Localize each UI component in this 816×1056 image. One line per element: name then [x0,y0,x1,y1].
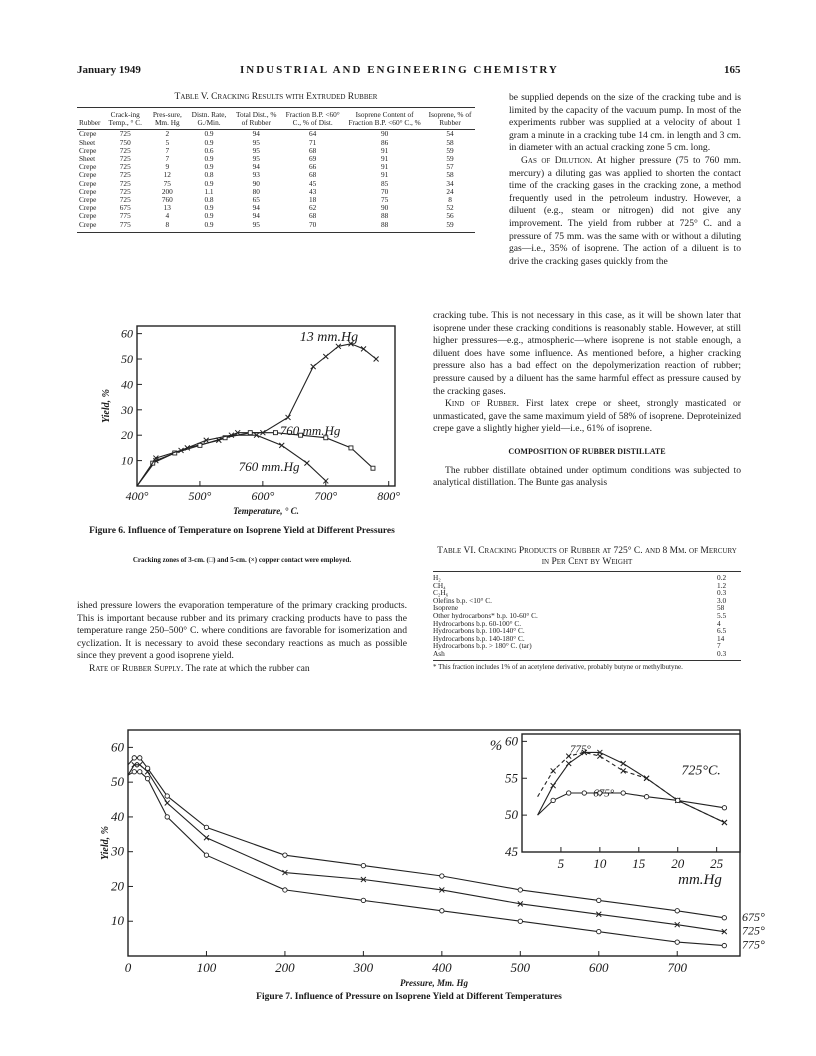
y-tick-label: 60 [111,739,124,755]
data-point [644,794,648,798]
table-cell: 58 [446,170,454,180]
table-cell: 750 [119,137,131,147]
table-cell: 90 [380,129,389,139]
table-v-title: Table V. Cracking Results with Extruded Rubber [174,92,378,102]
table-cell: 59 [446,154,454,164]
data-point [722,943,726,947]
data-point [361,346,366,351]
x-tick-label: 700° [314,489,338,503]
table-cell: 71 [309,137,317,147]
x-axis-label: Pressure, Mm. Hg [399,978,469,988]
data-point [204,835,209,840]
table-cell: 0.8 [204,170,214,180]
page-number: 165 [724,64,741,76]
table-row [433,650,741,658]
table-row [433,642,741,650]
table-v-grid [77,111,475,229]
table-v-column-header: Distn. Rate, G./Min. [187,111,232,130]
section-heading-gas: Gas of Dilution. [521,154,593,166]
series-label: 725°C. [681,763,721,779]
table-cell: Ash [433,648,445,658]
table-cell: 0.9 [204,219,214,229]
y-tick-label: 40 [121,377,133,392]
table-cell: 52 [446,203,454,213]
paragraph: ished pressure lowers the evaporation temperature of the primary cracking products. This is important because rubber and its primary cracking products have to pass the temperature range 250–500° C. where conditions are favorable for isomerization and cyclization. It is necessary to avoid these secondary reactions as much as possible since they prevent a good isoprene yield. [77,600,407,662]
table-cell: 760 [161,195,173,205]
x-tick-label: 500 [510,960,531,975]
table-cell: 0.2 [717,573,727,582]
data-point [440,874,444,878]
table-cell: 8 [165,219,170,229]
table-row [77,155,475,163]
table-cell: 86 [380,137,389,147]
table-cell: 58 [446,137,454,147]
table-cell: Olefins b.p. <10° C. [433,595,492,605]
table-cell: 68 [309,145,317,155]
table-cell: 68 [309,170,317,180]
y-tick-label: 55 [505,770,518,786]
data-point [279,443,284,448]
table-cell: 725 [119,178,131,188]
data-point [145,776,149,780]
table-cell: 94 [252,211,260,221]
table-cell: Crepe [79,129,97,139]
table-cell: 2 [165,129,170,139]
x-tick-label: 20 [671,856,685,871]
table-cell: 91 [380,145,389,155]
figure-6-caption: Figure 6. Influence of Temperature on Isoprene Yield at Different Pressures [89,526,395,536]
data-point [132,756,136,760]
data-point [165,815,169,819]
table-cell: 59 [446,145,454,155]
section-heading-kind: Kind of Rubber. [445,398,520,410]
table-cell: 0.3 [717,588,727,598]
data-point [283,853,287,857]
x-tick-label: 300 [353,960,374,975]
table-row [77,204,475,212]
series-label: 760 mm.Hg [279,423,341,439]
figure-7-caption: Figure 7. Influence of Pressure on Isoprene Yield at Different Temperatures [256,992,562,1002]
data-point [283,888,287,892]
table-cell: Crepe [79,219,97,229]
table-v-column-header: Fraction B.P. <60° C., % of Dist. [281,111,344,130]
table-cell: 5.5 [717,610,727,620]
table-cell: 200 [161,186,173,196]
data-point [165,794,169,798]
paragraph: be supplied depends on the size of the cracking tube and is limited by the capacity of the vacuum pump. In most of the experiments rubber was supplied at a velocity of about 1 gram a minute in a cracking tube 14 cm. in length and 3 cm. in diameter with an actual cracking zone 5 cm. long. [509,92,741,154]
table-cell: Crepe [79,195,97,205]
table-cell: 93 [252,170,260,180]
table-cell: 8 [448,195,452,205]
table-cell: Hydrocarbons b.p. > 180° C. (tar) [433,641,532,651]
table-cell: 13 [163,203,171,213]
paragraph: At higher pressure (75 to 760 mm. mercury) a diluting gas was applied to shorten the contact time of the cracking gases in the cracking zone, a method frequently used in the petroleum industry. However, a diluent (e.g., steam or nitrogen) did not give any improvement. The yield from rubber at 725° C. and a pressure of 75 mm. was the same with or without a diluting gas—i.e., 35% of isoprene. The action of a diluent is to drive the cracking gases quickly from the [509,154,742,267]
table-cell: C₂H₆ [433,588,449,598]
table-cell: 775 [119,211,131,221]
x-axis-label: Temperature, ° C. [233,506,299,516]
y-tick-label: 20 [111,878,124,894]
table-row [77,130,475,139]
table-cell: 54 [446,129,454,139]
table-v [77,92,475,233]
table-cell: 5 [165,137,170,147]
table-cell: H₂ [433,573,441,582]
table-cell: 0.6 [204,145,214,155]
y-tick-label: 20 [121,428,133,443]
data-point [204,825,208,829]
table-cell: 3.0 [717,595,727,605]
table-cell: 4 [717,618,721,628]
table-cell: Hydrocarbons b.p. 100-140° C. [433,626,525,636]
table-cell: Crepe [79,211,97,221]
table-row [77,163,475,171]
data-point [323,354,328,359]
table-cell: 57 [446,162,454,172]
table-v-column-header: Crack-ing Temp., ° C. [102,111,148,130]
table-cell: 75 [163,178,171,188]
table-v-column-header: Isoprene, % of Rubber [425,111,475,130]
x-tick-label: 400 [432,960,452,975]
table-cell: 675 [119,203,131,213]
table-row [77,171,475,179]
y-axis-label: Yield, % [101,389,112,423]
x-tick-label: 600° [251,489,275,503]
data-point [567,791,571,795]
table-cell: 0.8 [204,195,214,205]
data-point [722,806,726,810]
table-cell: 4 [165,211,170,221]
table-cell: 775 [119,219,131,229]
y-tick-label: 50 [505,807,518,823]
y-tick-label: 60 [505,733,518,749]
table-cell: 91 [380,170,389,180]
data-point [304,461,309,466]
table-cell: Crepe [79,178,97,188]
table-row [77,221,475,229]
series-label: 775° [742,937,765,952]
y-tick-label: 50 [121,352,133,367]
series-label: 675° [593,787,615,800]
table-cell: 91 [380,162,389,172]
table-row [77,196,475,204]
table-cell: 95 [252,145,260,155]
x-tick-label: 700 [667,960,687,975]
x-tick-label: 100 [196,960,217,975]
data-point [132,770,136,774]
table-vi [433,546,741,671]
table-cell: Other hydrocarbons* b.p. 10-60° C. [433,610,538,620]
table-cell: Crepe [79,186,97,196]
table-cell: 34 [446,178,454,188]
y-tick-label: 60 [121,326,133,341]
data-point [675,909,679,913]
y-tick-label: 40 [111,808,124,824]
table-cell: Isoprene [433,603,459,613]
data-point [440,909,444,913]
data-point [248,431,252,435]
table-cell: Sheet [79,154,96,164]
figure-6-chart [95,318,405,518]
table-cell: 69 [309,154,317,164]
data-point [349,446,353,450]
data-point [311,364,316,369]
table-cell: 1.1 [204,186,214,196]
y-tick-label: 45 [505,844,518,859]
table-cell: 45 [309,178,317,188]
table-cell: 725 [119,186,131,196]
table-v-column-header: Pres-sure, Mm. Hg [148,111,187,130]
table-cell: 7 [165,154,170,164]
table-cell: Sheet [79,137,96,147]
table-cell: 725 [119,145,131,155]
series-label: 775° [569,743,591,756]
data-point [676,798,680,802]
table-cell: 9 [165,162,170,172]
figure-7-chart [100,726,765,992]
table-cell: 64 [309,129,317,139]
table-cell: 725 [119,170,131,180]
table-cell: 12 [163,170,171,180]
paragraph: The rubber distillate obtained under optimum conditions was subjected to analytical distillation. The Bunte gas analysis [433,464,741,489]
data-point [621,791,625,795]
table-cell: 95 [252,137,260,147]
table-vi-title: Table VI. Cracking Products of Rubber at 725° C. and 8 Mm. of Mercury in Per Cent by Weight [437,546,737,567]
table-row [77,212,475,220]
table-cell: 725 [119,162,131,172]
x-tick-label: 5 [557,856,565,871]
data-point [374,357,379,362]
table-cell: 0.9 [204,211,214,221]
table-cell: 94 [252,203,260,213]
x-axis-label: mm.Hg [678,872,722,888]
table-cell: 0.3 [717,648,727,658]
series-label: 675° [742,909,765,924]
table-cell: 24 [446,186,454,196]
table-cell: 95 [252,154,260,164]
section-heading: COMPOSITION OF RUBBER DISTILLATE [508,446,666,456]
table-cell: 80 [252,186,260,196]
table-cell: 18 [309,195,317,205]
table-cell: 1.2 [717,580,727,590]
data-point [582,791,586,795]
table-cell: 6.5 [717,626,727,636]
table-cell: 7 [717,641,721,651]
table-cell: Crepe [79,170,97,180]
data-point [597,898,601,902]
table-v-column-header: Rubber [77,111,102,130]
x-tick-label: 200 [275,960,295,975]
table-row [433,582,741,590]
data-point [138,756,142,760]
table-cell: 90 [252,178,260,188]
table-row [433,574,741,582]
table-cell: Crepe [79,145,97,155]
table-cell: 95 [252,219,260,229]
table-cell: 70 [309,219,317,229]
paragraph: First latex crepe or sheet, strongly masticated or unmasticated, gave the same maximum yield of 58% of isoprene. Deproteinized crepe gave a slightly higher yield—i.e., 61% of isoprene. [433,398,741,435]
series-label: 725° [742,923,765,938]
table-cell: 0.9 [204,129,214,139]
table-cell: 66 [309,162,317,172]
series-label: 760 mm.Hg [238,458,300,474]
table-cell: 68 [309,211,317,221]
x-tick-label: 500° [188,489,212,503]
table-row [433,597,741,605]
y-tick-label: 10 [121,453,133,468]
data-point [722,916,726,920]
data-point [204,853,208,857]
y-tick-label: 50 [111,774,124,790]
table-cell: 62 [309,203,317,213]
table-cell: 725 [119,195,131,205]
left-column-text [77,600,407,676]
table-cell: 94 [252,129,260,139]
data-point [518,888,522,892]
table-cell: CH₄ [433,580,446,590]
table-cell: 725 [119,129,131,139]
table-cell: 70 [380,186,389,196]
table-cell: 88 [380,211,389,221]
table-cell: 0.9 [204,137,214,147]
y-tick-label: 30 [111,843,124,859]
table-cell: 43 [309,186,317,196]
table-cell: 90 [380,203,389,213]
x-tick-label: 15 [632,856,646,871]
data-point [138,770,142,774]
table-cell: Hydrocarbons b.p. 60-100° C. [433,618,522,628]
data-point [165,801,170,806]
x-tick-label: 0 [124,960,132,975]
x-tick-label: 25 [710,856,724,871]
journal-title: INDUSTRIAL AND ENGINEERING CHEMISTRY [240,64,559,76]
table-cell: 75 [380,195,389,205]
table-row [77,147,475,155]
table-cell: Crepe [79,203,97,213]
x-tick-label: 400° [125,489,149,503]
paragraph: The rate at which the rubber can [185,662,310,674]
x-tick-label: 600 [589,960,609,975]
y-axis-label: % [489,738,503,754]
table-cell: 91 [380,154,389,164]
table-cell: 59 [446,219,454,229]
table-cell: 725 [119,154,131,164]
table-cell: Hydrocarbons b.p. 140-180° C. [433,633,525,643]
table-cell: 0.9 [204,162,214,172]
table-cell: 0.9 [204,178,214,188]
table-cell: 56 [446,211,454,221]
data-point [371,466,375,470]
table-cell: Crepe [79,162,97,172]
table-v-column-header: Total Dist., % of Rubber [231,111,281,130]
table-cell: 58 [717,603,725,613]
data-point [518,919,522,923]
data-point [675,940,679,944]
right-column-mid [433,310,741,490]
table-cell: 88 [380,219,389,229]
data-point [273,431,277,435]
right-column-top [509,92,741,268]
y-tick-label: 30 [121,402,133,417]
table-row [77,139,475,147]
y-axis-label: Yield, % [100,826,111,860]
table-cell: 0.9 [204,203,214,213]
figure-6-note: Cracking zones of 3-cm. (□) and 5-cm. (×) copper contact were employed. [132,556,352,564]
table-cell: 94 [252,162,260,172]
table-row [77,188,475,196]
table-row [77,180,475,188]
table-cell: 14 [717,633,725,643]
inset-background [522,734,740,852]
table-cell: 65 [252,195,260,205]
x-tick-label: 800° [377,489,401,503]
paragraph: cracking tube. This is not necessary in this case, as it will be shown later that isoprene under these cracking conditions is reasonably stable. However, at still higher pressures—e.g., atmospheric—where isoprene is not stable enough, a diluent does have some influence. As mentioned before, a higher cracking pressure also has a bad effect on the depolymerization reaction of rubber; pressure caused by a diluent has the same harmful effect as pressure caused by the cracking gases. [433,310,741,397]
section-heading-rate: Rate of Rubber Supply. [89,662,184,674]
data-point [361,863,365,867]
data-point [597,929,601,933]
y-tick-label: 10 [111,913,124,929]
data-point [551,798,555,802]
x-tick-label: 10 [593,856,607,871]
series-label: 13 mm.Hg [299,330,359,346]
table-cell: 7 [165,145,170,155]
table-cell: 85 [380,178,389,188]
data-point [361,898,365,902]
table-vi-footnote: * This fraction includes 1% of an acetylene derivative, probably butyne or methylbutyne. [433,662,683,671]
table-cell: 0.9 [204,154,214,164]
header-date: January 1949 [77,64,141,76]
table-v-column-header: Isoprene Content of Fraction B.P. <60° C., % [344,111,425,130]
data-point [286,415,291,420]
